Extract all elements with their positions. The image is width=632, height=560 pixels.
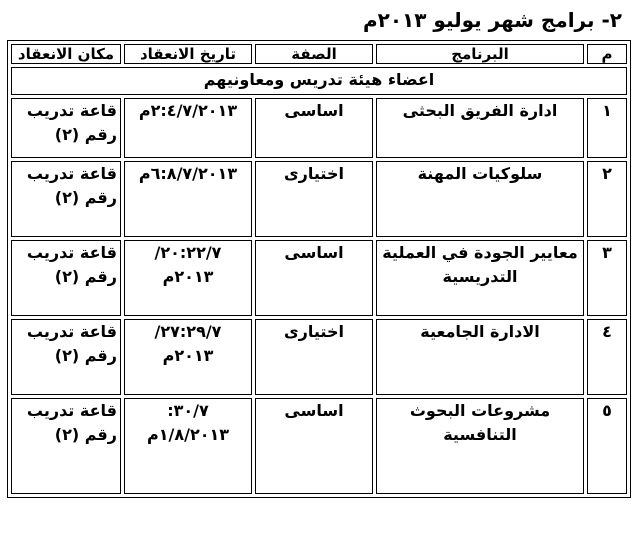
program-name-line: سلوكيات المهنة	[417, 164, 543, 183]
program-type: اختيارى	[255, 161, 373, 237]
program-name-line: التدريسية	[442, 267, 518, 286]
table-row	[11, 398, 627, 494]
program-place-line: قاعة تدريب	[26, 164, 117, 183]
programs-table	[7, 40, 631, 498]
col-header-type: الصفة	[255, 44, 373, 64]
page-heading: ٢- برامج شهر يوليو ٢٠١٣م	[362, 8, 622, 32]
program-date-line: ٢٠:٢٢/٧/	[154, 243, 222, 262]
program-place-line: رقم (٢)	[54, 267, 117, 286]
program-name-line: مشروعات البحوث	[409, 401, 551, 420]
program-place-line: قاعة تدريب	[26, 243, 117, 262]
program-type: اساسى	[255, 98, 373, 158]
program-name	[376, 319, 584, 395]
row-number: ١	[587, 98, 627, 158]
table-row	[11, 98, 627, 158]
program-type: اساسى	[255, 240, 373, 316]
program-date-line: ١/٨/٢٠١٣م	[146, 425, 229, 444]
program-name	[376, 161, 584, 237]
program-date-line: ٢:٤/٧/٢٠١٣م	[138, 101, 238, 120]
col-header-program: البرنامج	[376, 44, 584, 64]
col-header-place: مكان الانعقاد	[11, 44, 121, 64]
program-date-line: ٢٠١٣م	[162, 267, 214, 286]
program-type: اساسى	[255, 398, 373, 494]
program-date-line: ٣٠/٧:	[167, 401, 209, 420]
section-label: اعضاء هيئة تدريس ومعاونيهم	[11, 67, 627, 95]
program-place-line: قاعة تدريب	[26, 322, 117, 341]
program-place	[11, 98, 121, 158]
col-header-date: تاريخ الانعقاد	[124, 44, 252, 64]
program-name-line: الادارة الجامعية	[420, 322, 540, 341]
table-header-row	[11, 44, 627, 64]
program-place-line: رقم (٢)	[54, 425, 117, 444]
row-number: ٢	[587, 161, 627, 237]
program-place	[11, 161, 121, 237]
table-row	[11, 161, 627, 237]
program-name	[376, 240, 584, 316]
program-place	[11, 398, 121, 494]
program-name-line: معايير الجودة في العملية	[382, 243, 578, 262]
program-place-line: رقم (٢)	[54, 346, 117, 365]
program-name-line: ادارة الفريق البحثى	[402, 101, 558, 120]
program-name	[376, 98, 584, 158]
row-number: ٥	[587, 398, 627, 494]
program-name	[376, 398, 584, 494]
program-date	[124, 319, 252, 395]
program-place	[11, 319, 121, 395]
program-date	[124, 98, 252, 158]
program-date-line: ٢٧:٢٩/٧/	[154, 322, 222, 341]
program-date-line: ٦:٨/٧/٢٠١٣م	[138, 164, 238, 183]
program-date	[124, 161, 252, 237]
section-row	[11, 67, 627, 95]
program-name-line: التنافسية	[443, 425, 517, 444]
col-header-num: م	[587, 44, 627, 64]
program-date	[124, 240, 252, 316]
program-place-line: قاعة تدريب	[26, 401, 117, 420]
program-type: اختيارى	[255, 319, 373, 395]
program-place	[11, 240, 121, 316]
row-number: ٣	[587, 240, 627, 316]
program-place-line: رقم (٢)	[54, 125, 117, 144]
program-date-line: ٢٠١٣م	[162, 346, 214, 365]
program-place-line: رقم (٢)	[54, 188, 117, 207]
table-row	[11, 240, 627, 316]
program-date	[124, 398, 252, 494]
program-place-line: قاعة تدريب	[26, 101, 117, 120]
table-row	[11, 319, 627, 395]
row-number: ٤	[587, 319, 627, 395]
